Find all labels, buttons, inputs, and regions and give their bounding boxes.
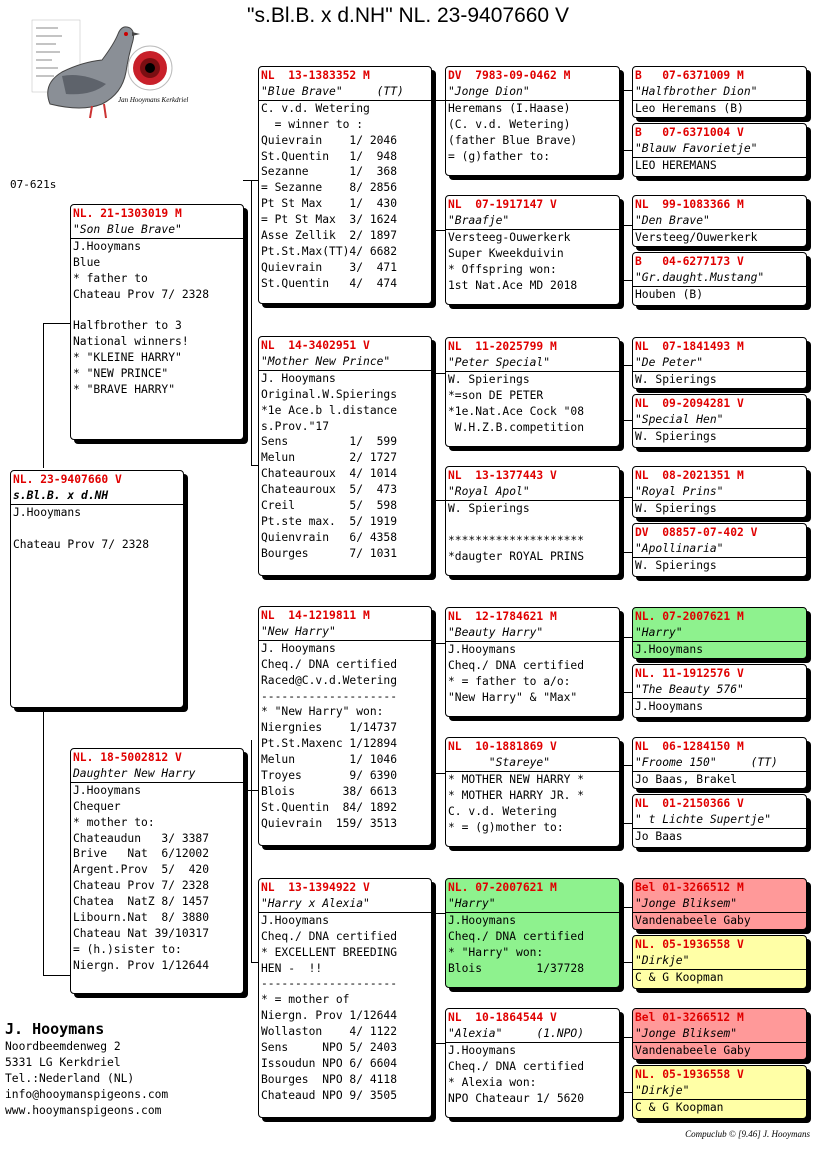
- card-line: 1st Nat.Ace MD 2018: [448, 278, 578, 292]
- card-line: Chateauroux 5/ 473: [261, 483, 398, 497]
- card-line: Leo Heremans (B): [635, 101, 744, 115]
- bird-name: "Gr.daught.Mustang": [633, 270, 806, 287]
- ring-number: DV 7983-09-0462 M: [448, 69, 571, 82]
- card-line: Melun 1/ 1046: [261, 753, 398, 767]
- connector: [620, 765, 632, 766]
- card-line: J.Hooymans: [635, 642, 704, 656]
- pedigree-card-g5[interactable]: [632, 337, 807, 389]
- card-line: Pt.St.Maxenc 1/12894: [261, 737, 398, 751]
- card-line: J. Hooymans: [261, 641, 336, 655]
- bird-name: "Alexia" (1.NPO): [446, 1026, 619, 1043]
- connector: [620, 90, 621, 150]
- pedigree-card-g6[interactable]: [632, 394, 807, 448]
- card-line: = Sezanne 8/ 2856: [261, 181, 398, 195]
- card-line: Troyes 9/ 6390: [261, 769, 398, 783]
- card-line: Cheq./ DNA certified: [448, 1059, 585, 1073]
- bird-name: "De Peter": [633, 355, 806, 372]
- card-line: Cheq./ DNA certified: [448, 929, 585, 943]
- pedigree-card-sire-dam[interactable]: [258, 336, 432, 576]
- ring-number: NL. 05-1936558 V: [635, 938, 744, 951]
- pedigree-card-g11[interactable]: [632, 737, 807, 789]
- card-line: Libourn.Nat 8/ 3880: [73, 911, 210, 925]
- card-line: Asse Zellik 2/ 1897: [261, 229, 398, 243]
- pedigree-card-dam-sire[interactable]: [258, 606, 432, 846]
- card-line: Chequer: [73, 799, 121, 813]
- ring-number: NL. 18-5002812 V: [73, 751, 182, 764]
- ring-number: NL 06-1284150 M: [635, 740, 744, 753]
- connector: [620, 823, 632, 824]
- bird-name: "Dirkje": [633, 1083, 806, 1100]
- bird-name: "Special Hen": [633, 412, 806, 429]
- bird-name: "Blue Brave" (TT): [259, 84, 431, 101]
- card-line: J.Hooymans: [261, 913, 330, 927]
- ring-number: NL 10-1881869 V: [448, 740, 557, 753]
- connector: [431, 500, 445, 501]
- card-line: LEO HEREMANS: [635, 158, 717, 172]
- ring-number: B 07-6371009 M: [635, 69, 744, 82]
- connector: [431, 373, 445, 374]
- connector: [431, 1043, 445, 1044]
- card-line: * "Harry" won:: [448, 945, 544, 959]
- card-line: * "KLEINE HARRY": [73, 351, 182, 365]
- card-line: St.Quentin 1/ 948: [261, 149, 398, 163]
- connector: [620, 497, 621, 552]
- connector: [620, 907, 632, 908]
- card-line: Melun 2/ 1727: [261, 451, 398, 465]
- card-line: Heremans (I.Haase): [448, 101, 571, 115]
- connector: [620, 225, 621, 280]
- card-line: * "BRAVE HARRY": [73, 382, 176, 396]
- pedigree-card-g16[interactable]: [632, 1065, 807, 1119]
- ring-number: NL. 05-1936558 V: [635, 1068, 744, 1081]
- connector: [43, 975, 71, 976]
- ring-number: NL 13-1383352 M: [261, 69, 370, 82]
- owner-name: J. Hooymans: [5, 1020, 105, 1038]
- card-line: * = father to a/o:: [448, 674, 571, 688]
- bird-name: "Blauw Favorietje": [633, 141, 806, 158]
- connector: [431, 913, 445, 914]
- card-line: * = mother of: [261, 993, 350, 1007]
- pedigree-card-subject[interactable]: [10, 470, 184, 708]
- ring-number: NL 08-2021351 M: [635, 469, 744, 482]
- card-line: Cheq./ DNA certified: [261, 929, 398, 943]
- card-line: Sens NPO 5/ 2403: [261, 1041, 398, 1055]
- card-line: W. Spierings: [635, 558, 717, 572]
- pedigree-card-g2[interactable]: [632, 123, 807, 177]
- card-line: * "NEW PRINCE": [73, 367, 169, 381]
- ring-number: NL 10-1864544 V: [448, 1011, 557, 1024]
- card-line: Raced@C.v.d.Wetering: [261, 673, 398, 687]
- card-line: Quievrain 3/ 471: [261, 260, 398, 274]
- pedigree-card-g13[interactable]: [632, 878, 807, 930]
- connector: [620, 637, 632, 638]
- card-line: Brive Nat 6/12002: [73, 847, 210, 861]
- card-line: St.Quentin 84/ 1892: [261, 800, 398, 814]
- connector: [620, 692, 632, 693]
- logo-caption: Jan Hooymans Kerkdriel: [118, 96, 189, 104]
- ring-number: NL. 11-1912576 V: [635, 667, 744, 680]
- connector: [43, 323, 71, 324]
- connector: [620, 765, 621, 823]
- card-line: J.Hooymans: [448, 913, 517, 927]
- card-line: Niergnies 1/14737: [261, 721, 398, 735]
- card-line: = (h.)sister to:: [73, 942, 182, 956]
- bird-name: "Peter Special": [446, 355, 619, 372]
- card-line: Chateau Prov 7/ 2328: [73, 879, 210, 893]
- card-line: = (g)father to:: [448, 149, 551, 163]
- bird-name: Daughter New Harry: [71, 766, 243, 783]
- owner-line: 5331 LG Kerkdriel: [5, 1056, 121, 1070]
- bird-name: "The Beauty 576": [633, 682, 806, 699]
- card-line: C & G Koopman: [635, 1100, 724, 1114]
- ring-number: B 04-6277173 V: [635, 255, 744, 268]
- card-line: Cheq./ DNA certified: [261, 657, 398, 671]
- ring-number: NL. 23-9407660 V: [13, 473, 122, 486]
- pedigree-card-dsd[interactable]: [445, 737, 620, 847]
- connector: [620, 637, 621, 692]
- pedigree-card-g12[interactable]: [632, 794, 807, 848]
- card-line: * MOTHER HARRY JR. *: [448, 788, 585, 802]
- pigeon-logo: [22, 14, 202, 126]
- ring-number: NL 07-1841493 M: [635, 340, 744, 353]
- card-line: National winners!: [73, 335, 189, 349]
- connector: [43, 707, 44, 975]
- card-line: J.Hooymans: [13, 505, 82, 519]
- connector: [431, 100, 445, 101]
- card-line: *1e Ace.b l.distance: [261, 403, 398, 417]
- card-line: NPO Chateaur 1/ 5620: [448, 1091, 585, 1105]
- bird-name: "Beauty Harry": [446, 625, 619, 642]
- connector: [620, 365, 621, 420]
- card-line: s.Prov."17: [261, 419, 330, 433]
- card-line: J.Hooymans: [73, 783, 142, 797]
- connector: [43, 323, 44, 468]
- card-line: St.Quentin 4/ 474: [261, 276, 398, 290]
- bird-name: "Jonge Bliksem": [633, 896, 806, 913]
- ring-number: NL 14-3402951 V: [261, 339, 370, 352]
- footer-credit: Compuclub © [9.46] J. Hooymans: [685, 1129, 810, 1139]
- connector: [431, 230, 445, 231]
- connector: [620, 280, 632, 281]
- card-line: Chateaud NPO 9/ 3505: [261, 1088, 398, 1102]
- card-line: Quievrain 159/ 3513: [261, 816, 398, 830]
- card-line: Versteeg/Ouwerkerk: [635, 230, 758, 244]
- card-line: "New Harry" & "Max": [448, 690, 578, 704]
- bird-name: "Jonge Bliksem": [633, 1026, 806, 1043]
- bird-name: "Froome 150" (TT): [633, 755, 806, 772]
- bird-name: "Dirkje": [633, 953, 806, 970]
- connector: [620, 365, 632, 366]
- bird-name: "Royal Prins": [633, 484, 806, 501]
- card-line: Jo Baas, Brakel: [635, 772, 738, 786]
- ring-number: NL 12-1784621 M: [448, 610, 557, 623]
- card-line: * MOTHER NEW HARRY *: [448, 772, 585, 786]
- pedigree-card-sdd[interactable]: [445, 466, 620, 576]
- card-line: J.Hooymans: [635, 699, 704, 713]
- card-line: Niergn. Prov 1/12644: [73, 958, 210, 972]
- connector: [620, 225, 632, 226]
- bird-name: "Harry x Alexia": [259, 896, 431, 913]
- card-line: C. v.d. Wetering: [448, 804, 557, 818]
- card-line: W. Spierings: [448, 372, 530, 386]
- bird-name: "Harry": [633, 625, 806, 642]
- card-line: Sezanne 1/ 368: [261, 165, 398, 179]
- page-title: "s.Bl.B. x d.NH" NL. 23-9407660 V: [247, 4, 569, 27]
- card-line: --------------------: [261, 977, 398, 991]
- card-line: Argent.Prov 5/ 420: [73, 863, 210, 877]
- ring-number: NL 99-1083366 M: [635, 198, 744, 211]
- pedigree-card-g15[interactable]: [632, 1008, 807, 1060]
- bird-name: s.Bl.B. x d.NH: [11, 488, 183, 505]
- card-line: W. Spierings: [448, 501, 530, 515]
- card-line: Original.W.Spierings: [261, 387, 398, 401]
- ring-number: DV 08857-07-402 V: [635, 526, 758, 539]
- ring-number: NL 11-2025799 M: [448, 340, 557, 353]
- card-line: Chateau Prov 7/ 2328: [13, 537, 150, 551]
- card-line: *=son DE PETER: [448, 388, 544, 402]
- side-code: 07-621s: [10, 178, 57, 191]
- ring-number: Bel 01-3266512 M: [635, 1011, 744, 1024]
- connector: [431, 773, 445, 774]
- pedigree-card-g1[interactable]: [632, 66, 807, 118]
- ring-number: NL. 21-1303019 M: [73, 207, 182, 220]
- connector: [620, 1037, 621, 1092]
- card-line: (C. v.d. Wetering): [448, 117, 571, 131]
- owner-email[interactable]: info@hooymanspigeons.com: [5, 1088, 169, 1102]
- ring-number: B 07-6371004 V: [635, 126, 744, 139]
- pedigree-card-g9[interactable]: [632, 607, 807, 659]
- card-line: Super Kweekduivin: [448, 246, 564, 260]
- ring-number: NL. 07-2007621 M: [635, 610, 744, 623]
- card-line: J.Hooymans: [73, 239, 142, 253]
- bird-name: "Apollinaria": [633, 541, 806, 558]
- connector: [251, 180, 252, 465]
- card-line: [448, 517, 617, 533]
- ring-number: NL 13-1377443 V: [448, 469, 557, 482]
- ring-number: NL 01-2150366 V: [635, 797, 744, 810]
- card-line: W. Spierings: [635, 429, 717, 443]
- card-line: Chatea NatZ 8/ 1457: [73, 895, 210, 909]
- card-line: * "New Harry" won:: [261, 705, 384, 719]
- connector: [620, 962, 632, 963]
- card-line: Quienvrain 6/ 4358: [261, 530, 398, 544]
- card-line: Chateau Prov 7/ 2328: [73, 287, 210, 301]
- card-line: Pt St Max 1/ 430: [261, 197, 398, 211]
- card-line: Chateauroux 4/ 1014: [261, 467, 398, 481]
- card-line: W. Spierings: [635, 501, 717, 515]
- pedigree-card-g8[interactable]: [632, 523, 807, 577]
- card-line: Bourges NPO 8/ 4118: [261, 1072, 398, 1086]
- card-line: Vandenabeele Gaby: [635, 1043, 751, 1057]
- ring-number: NL 14-1219811 M: [261, 609, 370, 622]
- card-line: * EXCELLENT BREEDING: [261, 945, 398, 959]
- bird-name: " t Lichte Supertje": [633, 812, 806, 829]
- connector: [620, 90, 632, 91]
- card-line: HEN - !!: [261, 961, 323, 975]
- pedigree-card-sire[interactable]: [70, 204, 244, 440]
- pedigree-card-dss[interactable]: [445, 607, 620, 717]
- pedigree-card-ssd[interactable]: [445, 195, 620, 305]
- ring-number: NL. 07-2007621 M: [448, 881, 557, 894]
- card-line: Blois 1/37728: [448, 961, 585, 975]
- card-line: Cheq./ DNA certified: [448, 658, 585, 672]
- card-line: C & G Koopman: [635, 970, 724, 984]
- card-line: Issoudun NPO 6/ 6604: [261, 1056, 398, 1070]
- card-line: ********************: [448, 533, 585, 547]
- card-line: Houben (B): [635, 287, 704, 301]
- connector: [620, 420, 632, 421]
- connector: [620, 497, 632, 498]
- pedigree-card-g4[interactable]: [632, 252, 807, 306]
- card-line: C. v.d. Wetering: [261, 101, 370, 115]
- card-line: *daugter ROYAL PRINS: [448, 549, 585, 563]
- card-line: Chateaudun 3/ 3387: [73, 831, 210, 845]
- card-line: Wollaston 4/ 1122: [261, 1025, 398, 1039]
- pedigree-card-ddd[interactable]: [445, 1008, 620, 1118]
- bird-name: "Mother New Prince": [259, 354, 431, 371]
- card-line: * mother to:: [73, 815, 155, 829]
- connector: [620, 150, 632, 151]
- ring-number: NL 07-1917147 V: [448, 198, 557, 211]
- owner-block: [5, 1019, 168, 1119]
- connector: [620, 907, 621, 962]
- card-line: Quievrain 1/ 2046: [261, 133, 398, 147]
- card-line: * father to: [73, 271, 148, 285]
- owner-line: Noordbeemdenweg 2: [5, 1040, 121, 1053]
- card-line: Chateau Nat 39/10317: [73, 926, 210, 940]
- card-line: [13, 521, 181, 537]
- card-line: Vandenabeele Gaby: [635, 913, 751, 927]
- bird-name: "Den Brave": [633, 213, 806, 230]
- connector: [251, 740, 252, 962]
- card-line: --------------------: [261, 689, 398, 703]
- card-line: Bourges 7/ 1031: [261, 546, 398, 560]
- bird-name: "Halfbrother Dion": [633, 84, 806, 101]
- pedigree-card-sss[interactable]: [445, 66, 620, 176]
- owner-website[interactable]: www.hooymanspigeons.com: [5, 1104, 162, 1118]
- owner-line: Tel.:Nederland (NL): [5, 1072, 135, 1086]
- card-line: J.Hooymans: [448, 1043, 517, 1057]
- card-line: W.H.Z.B.competition: [448, 420, 585, 434]
- pedigree-card-g14[interactable]: [632, 935, 807, 989]
- card-line: (father Blue Brave): [448, 133, 578, 147]
- eye-icon: [128, 46, 172, 90]
- bird-name: "Royal Apol": [446, 484, 619, 501]
- pedigree-card-g7[interactable]: [632, 466, 807, 518]
- pedigree-card-dds[interactable]: [445, 878, 620, 988]
- card-line: Blue: [73, 255, 101, 269]
- card-line: J.Hooymans: [448, 642, 517, 656]
- card-line: Versteeg-Ouwerkerk: [448, 230, 571, 244]
- card-line: = Pt St Max 3/ 1624: [261, 213, 398, 227]
- card-line: * = (g)mother to:: [448, 820, 564, 834]
- pedigree-card-sds[interactable]: [445, 337, 620, 447]
- bird-name: "New Harry": [259, 624, 431, 641]
- pedigree-card-g3[interactable]: [632, 195, 807, 247]
- card-line: *1e.Nat.Ace Cock "08: [448, 404, 585, 418]
- pedigree-card-dam[interactable]: [70, 748, 244, 994]
- pedigree-card-dam-dam[interactable]: [258, 878, 432, 1118]
- card-line: Pt.ste max. 5/ 1919: [261, 514, 398, 528]
- connector: [620, 552, 632, 553]
- card-line: Blois 38/ 6613: [261, 784, 398, 798]
- pedigree-card-sire-sire[interactable]: [258, 66, 432, 304]
- bird-name: "Braafje": [446, 213, 619, 230]
- card-line: = winner to :: [261, 117, 364, 131]
- card-line: Halfbrother to 3: [73, 319, 182, 333]
- bird-name: "Stareye": [446, 755, 619, 772]
- ring-number: NL 13-1394922 V: [261, 881, 370, 894]
- connector: [431, 643, 445, 644]
- pedigree-card-g10[interactable]: [632, 664, 807, 718]
- connector: [620, 1092, 632, 1093]
- card-line: Sens 1/ 599: [261, 435, 398, 449]
- card-line: J. Hooymans: [261, 371, 336, 385]
- ring-number: Bel 01-3266512 M: [635, 881, 744, 894]
- card-line: W. Spierings: [635, 372, 717, 386]
- bird-name: "Harry": [446, 896, 619, 913]
- ring-number: NL 09-2094281 V: [635, 397, 744, 410]
- card-line: * Offspring won:: [448, 262, 557, 276]
- card-line: Pt.St.Max(TT)4/ 6682: [261, 244, 398, 258]
- card-line: * Alexia won:: [448, 1075, 537, 1089]
- card-line: Niergn. Prov 1/12644: [261, 1009, 398, 1023]
- connector: [620, 1037, 632, 1038]
- card-line: [73, 302, 241, 318]
- card-line: Jo Baas: [635, 829, 683, 843]
- bird-name: "Son Blue Brave": [71, 222, 243, 239]
- bird-name: "Jonge Dion": [446, 84, 619, 101]
- card-line: Creil 5/ 598: [261, 499, 398, 513]
